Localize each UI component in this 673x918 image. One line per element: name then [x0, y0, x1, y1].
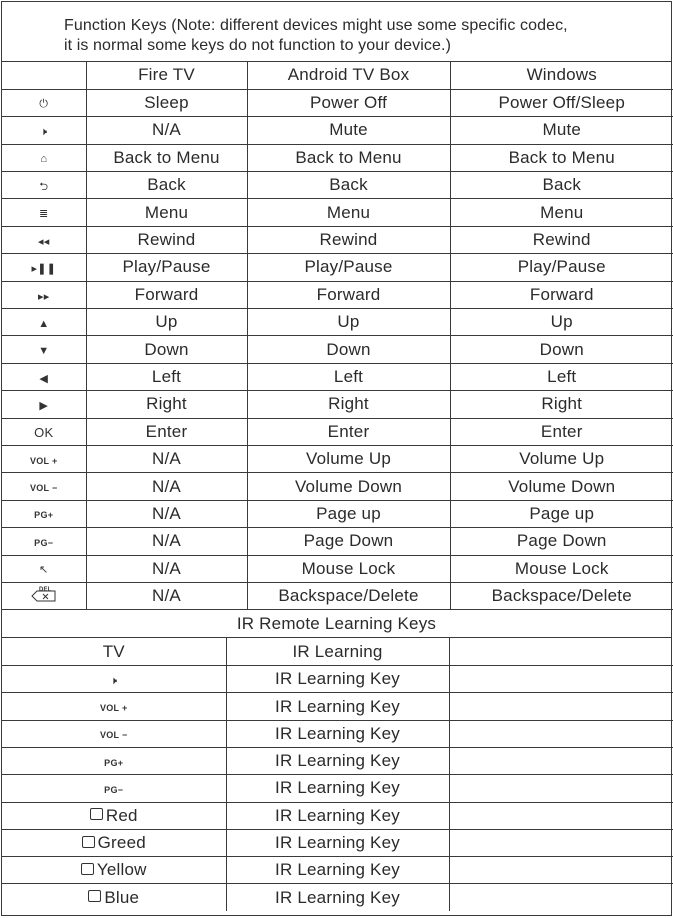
- ir-learning-cell: IR Learning Key: [226, 666, 449, 693]
- table-row: [2, 582, 673, 609]
- windows-cell: Backspace/Delete: [450, 582, 673, 609]
- key-icon-cell: [2, 473, 86, 500]
- page-down-icon: PG−: [104, 784, 124, 795]
- ir-empty-cell: [449, 693, 673, 720]
- key-icon-cell: [2, 555, 86, 582]
- header-android-tv-box: Android TV Box: [247, 62, 450, 89]
- ok-icon: OK: [34, 424, 54, 440]
- ir-key-label: Yellow: [96, 860, 147, 880]
- vol-down-icon: VOL −: [99, 730, 128, 741]
- function-keys-table: [2, 62, 673, 610]
- ir-learning-cell: IR Learning Key: [226, 748, 449, 775]
- fire-tv-cell: N/A: [86, 582, 247, 609]
- key-icon-cell: [2, 336, 86, 363]
- ir-row: [2, 748, 673, 775]
- function-keys-sheet: [1, 1, 672, 916]
- ir-learning-cell: IR Learning Key: [226, 884, 449, 911]
- android-tv-cell: Backspace/Delete: [247, 582, 450, 609]
- fire-tv-cell: N/A: [86, 473, 247, 500]
- table-row: [2, 89, 673, 116]
- windows-cell: Forward: [450, 281, 673, 308]
- forward-icon: ▸▸: [38, 290, 50, 303]
- android-tv-cell: Back: [247, 172, 450, 199]
- ir-header-learning: IR Learning: [226, 638, 449, 665]
- ir-key-cell: [2, 884, 226, 911]
- key-icon-cell: [2, 281, 86, 308]
- android-tv-cell: Page up: [247, 500, 450, 527]
- table-row: [2, 418, 673, 445]
- key-icon-cell: [2, 418, 86, 445]
- ir-key-cell: [2, 666, 226, 693]
- windows-cell: Left: [450, 363, 673, 390]
- play-pause-icon: ▸❚❚: [31, 263, 57, 276]
- windows-cell: Volume Up: [450, 445, 673, 472]
- table-row: [2, 391, 673, 418]
- back-icon: ⮌: [39, 180, 49, 193]
- android-tv-cell: Mouse Lock: [247, 555, 450, 582]
- key-icon-cell: [2, 445, 86, 472]
- key-icon-cell: [2, 199, 86, 226]
- windows-cell: Menu: [450, 199, 673, 226]
- svg-text:DEL: DEL: [38, 587, 52, 594]
- header-fire-tv: Fire TV: [86, 62, 247, 89]
- windows-cell: Back to Menu: [450, 144, 673, 171]
- table-row: [2, 445, 673, 472]
- fire-tv-cell: Back to Menu: [86, 144, 247, 171]
- ir-row: [2, 857, 673, 884]
- fire-tv-cell: Forward: [86, 281, 247, 308]
- ir-key-cell: [2, 802, 226, 829]
- ir-row: [2, 666, 673, 693]
- key-icon-cell: [2, 391, 86, 418]
- key-icon-cell: [2, 500, 86, 527]
- table-row: [2, 500, 673, 527]
- windows-cell: Mute: [450, 117, 673, 144]
- table-row: [2, 144, 673, 171]
- ir-row: [2, 802, 673, 829]
- windows-cell: Enter: [450, 418, 673, 445]
- up-arrow-icon: ▲: [38, 317, 50, 330]
- ir-learning-cell: IR Learning Key: [226, 720, 449, 747]
- ir-key-cell: [2, 748, 226, 775]
- key-icon-cell: [2, 144, 86, 171]
- key-icon-cell: [2, 117, 86, 144]
- ir-learning-cell: IR Learning Key: [226, 802, 449, 829]
- page-up-icon: PG+: [104, 757, 124, 768]
- fire-tv-cell: Up: [86, 309, 247, 336]
- key-icon-cell: [2, 363, 86, 390]
- android-tv-cell: Page Down: [247, 528, 450, 555]
- rewind-icon: ◂◂: [38, 235, 50, 248]
- android-tv-cell: Forward: [247, 281, 450, 308]
- ir-header-row: [2, 638, 673, 665]
- yellow-key-icon: [81, 863, 94, 875]
- fire-tv-cell: Rewind: [86, 226, 247, 253]
- table-row: [2, 528, 673, 555]
- mute-icon: 🕨: [40, 125, 48, 138]
- header-icon-cell: [2, 62, 86, 89]
- android-tv-cell: Right: [247, 391, 450, 418]
- windows-cell: Mouse Lock: [450, 555, 673, 582]
- ir-row: [2, 693, 673, 720]
- table-row: [2, 254, 673, 281]
- blue-key-icon: [88, 890, 101, 902]
- windows-cell: Rewind: [450, 226, 673, 253]
- note-header: [2, 2, 671, 62]
- note-line-1: Function Keys (Note: different devices might use some specific codec,: [64, 17, 568, 34]
- ir-key-cell: [2, 693, 226, 720]
- key-icon-cell: [2, 172, 86, 199]
- table-row: [2, 473, 673, 500]
- key-icon-cell: [2, 254, 86, 281]
- ir-header-tv: TV: [2, 638, 226, 665]
- page-down-icon: PG−: [34, 537, 54, 548]
- ir-empty-cell: [449, 857, 673, 884]
- windows-cell: Play/Pause: [450, 254, 673, 281]
- vol-up-icon: VOL +: [29, 455, 58, 466]
- ir-empty-cell: [449, 748, 673, 775]
- android-tv-cell: Back to Menu: [247, 144, 450, 171]
- fire-tv-cell: N/A: [86, 445, 247, 472]
- fire-tv-cell: N/A: [86, 500, 247, 527]
- fire-tv-cell: Sleep: [86, 89, 247, 116]
- ir-empty-cell: [449, 720, 673, 747]
- vol-up-icon: VOL +: [99, 703, 128, 714]
- ir-key-label: Red: [105, 805, 138, 825]
- windows-cell: Back: [450, 172, 673, 199]
- key-icon-cell: [2, 226, 86, 253]
- android-tv-cell: Volume Up: [247, 445, 450, 472]
- ir-empty-cell: [449, 884, 673, 911]
- header-windows: Windows: [450, 62, 673, 89]
- table-row: [2, 309, 673, 336]
- windows-cell: Page up: [450, 500, 673, 527]
- ir-key-label: Blue: [104, 887, 140, 907]
- ir-learning-table: [2, 638, 673, 911]
- ir-learning-cell: IR Learning Key: [226, 857, 449, 884]
- ir-learning-cell: IR Learning Key: [226, 829, 449, 856]
- ir-key-label: Greed: [97, 833, 146, 853]
- android-tv-cell: Mute: [247, 117, 450, 144]
- windows-cell: Up: [450, 309, 673, 336]
- fire-tv-cell: N/A: [86, 117, 247, 144]
- ir-empty-cell: [449, 666, 673, 693]
- delete-key-icon: [29, 585, 59, 603]
- ir-section-title: IR Remote Learning Keys: [2, 610, 671, 638]
- mouse-lock-icon: ↖: [39, 564, 49, 577]
- android-tv-cell: Volume Down: [247, 473, 450, 500]
- android-tv-cell: Rewind: [247, 226, 450, 253]
- ir-row: [2, 775, 673, 802]
- table-row: [2, 555, 673, 582]
- fire-tv-cell: Menu: [86, 199, 247, 226]
- ir-key-cell: [2, 720, 226, 747]
- vol-down-icon: VOL −: [29, 483, 58, 494]
- table-row: [2, 336, 673, 363]
- ir-row: [2, 829, 673, 856]
- key-icon-cell: [2, 309, 86, 336]
- fire-tv-cell: Back: [86, 172, 247, 199]
- note-line-2: it is normal some keys do not function to your device.): [64, 37, 452, 54]
- ir-row: [2, 720, 673, 747]
- menu-icon: ≣: [39, 208, 49, 221]
- table-row: [2, 199, 673, 226]
- ir-empty-cell: [449, 829, 673, 856]
- down-arrow-icon: ▼: [38, 345, 50, 358]
- key-icon-cell: [2, 582, 86, 609]
- android-tv-cell: Up: [247, 309, 450, 336]
- android-tv-cell: Enter: [247, 418, 450, 445]
- fire-tv-cell: Enter: [86, 418, 247, 445]
- table-row: [2, 363, 673, 390]
- table-row: [2, 172, 673, 199]
- ir-learning-cell: IR Learning Key: [226, 775, 449, 802]
- key-icon-cell: [2, 89, 86, 116]
- fire-tv-cell: Left: [86, 363, 247, 390]
- fire-tv-cell: Play/Pause: [86, 254, 247, 281]
- android-tv-cell: Down: [247, 336, 450, 363]
- table-header-row: [2, 62, 673, 89]
- power-icon: ⏻: [39, 98, 49, 111]
- table-row: [2, 117, 673, 144]
- fire-tv-cell: N/A: [86, 555, 247, 582]
- fire-tv-cell: N/A: [86, 528, 247, 555]
- ir-header-extra: [449, 638, 673, 665]
- home-icon: ⌂: [40, 153, 48, 166]
- ir-row: [2, 884, 673, 911]
- red-key-icon: [90, 808, 103, 820]
- android-tv-cell: Left: [247, 363, 450, 390]
- table-row: [2, 226, 673, 253]
- ir-key-cell: [2, 829, 226, 856]
- page-up-icon: PG+: [34, 510, 54, 521]
- android-tv-cell: Menu: [247, 199, 450, 226]
- windows-cell: Down: [450, 336, 673, 363]
- key-icon-cell: [2, 528, 86, 555]
- fire-tv-cell: Down: [86, 336, 247, 363]
- ir-empty-cell: [449, 802, 673, 829]
- table-row: [2, 281, 673, 308]
- ir-key-cell: [2, 857, 226, 884]
- green-key-icon: [82, 836, 95, 848]
- ir-key-cell: [2, 775, 226, 802]
- windows-cell: Page Down: [450, 528, 673, 555]
- android-tv-cell: Power Off: [247, 89, 450, 116]
- ir-learning-cell: IR Learning Key: [226, 693, 449, 720]
- windows-cell: Power Off/Sleep: [450, 89, 673, 116]
- ir-empty-cell: [449, 775, 673, 802]
- right-arrow-icon: ▶: [39, 400, 49, 413]
- mute-icon: 🕨: [110, 674, 118, 687]
- fire-tv-cell: Right: [86, 391, 247, 418]
- windows-cell: Right: [450, 391, 673, 418]
- windows-cell: Volume Down: [450, 473, 673, 500]
- left-arrow-icon: ◀: [39, 372, 49, 385]
- android-tv-cell: Play/Pause: [247, 254, 450, 281]
